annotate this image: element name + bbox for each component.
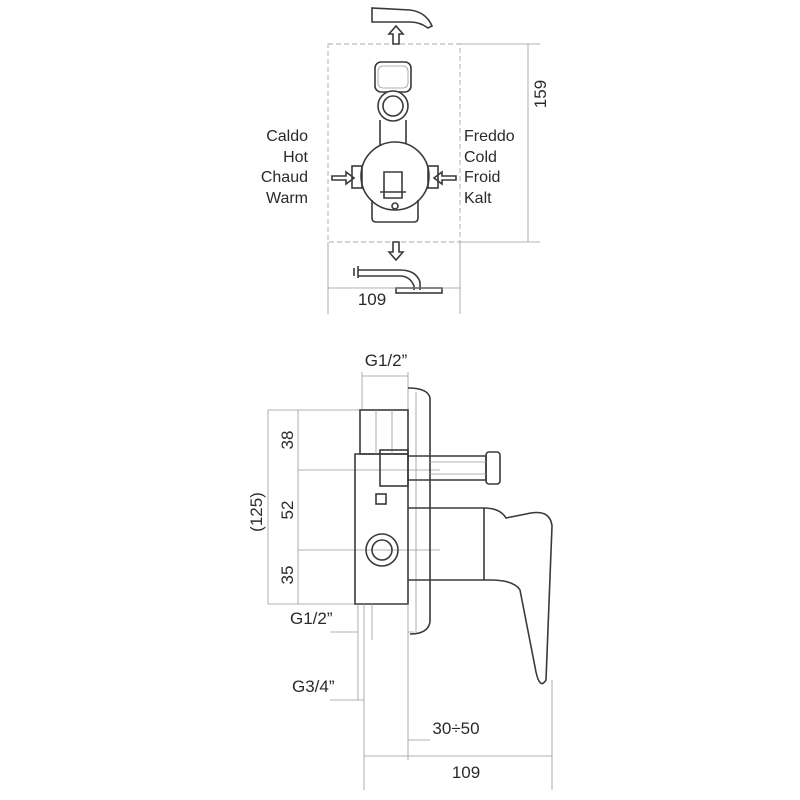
top-thread-label: G1/2” xyxy=(364,351,408,370)
arrow-down-icon xyxy=(389,242,403,260)
bottom-thread-label: G1/2” xyxy=(290,609,333,628)
side-view xyxy=(247,351,552,790)
lower-thread-dim xyxy=(330,604,364,700)
diverter-knob xyxy=(486,452,500,484)
cold-label-en: Cold xyxy=(464,149,497,166)
cartridge xyxy=(384,172,402,198)
upper-body-details xyxy=(376,410,392,454)
dim-38: 38 xyxy=(278,430,297,450)
cold-label-de: Kalt xyxy=(464,190,492,207)
hot-label-it: Caldo xyxy=(266,128,308,145)
upper-valve-body xyxy=(360,410,408,454)
arrow-up-icon xyxy=(389,26,403,44)
diverter-collar xyxy=(380,450,408,486)
hot-label-fr: Chaud xyxy=(260,169,308,186)
cold-label-fr: Froid xyxy=(464,169,501,186)
shower-arm-icon xyxy=(354,266,442,293)
side-width-dim: 109 xyxy=(451,763,481,782)
hot-label-de: Warm xyxy=(265,190,308,207)
hot-label-en: Hot xyxy=(283,149,308,166)
dim-35: 35 xyxy=(278,565,297,585)
top-thread-dim-lines xyxy=(362,372,408,410)
range-dim: 30÷50 xyxy=(432,719,480,738)
width-dimension-lines xyxy=(328,242,460,314)
diverter-stem xyxy=(408,456,486,480)
cold-label-it: Freddo xyxy=(464,128,515,145)
front-width-dim: 109 xyxy=(357,290,387,309)
body-port xyxy=(376,494,386,504)
lower-valve-body xyxy=(355,454,408,604)
lower-thread-label: G3/4” xyxy=(292,677,335,696)
dim-52: 52 xyxy=(278,500,297,520)
upper-outlet-inner xyxy=(378,66,408,88)
spout-outlet-icon xyxy=(372,8,432,28)
total-height-dim: (125) xyxy=(247,492,266,532)
front-height-dim: 159 xyxy=(531,79,550,109)
front-view xyxy=(261,8,550,314)
cover-plate xyxy=(408,388,430,634)
diverter-stem-lines xyxy=(430,462,486,474)
hot-inflow-arrow-icon xyxy=(332,172,354,184)
